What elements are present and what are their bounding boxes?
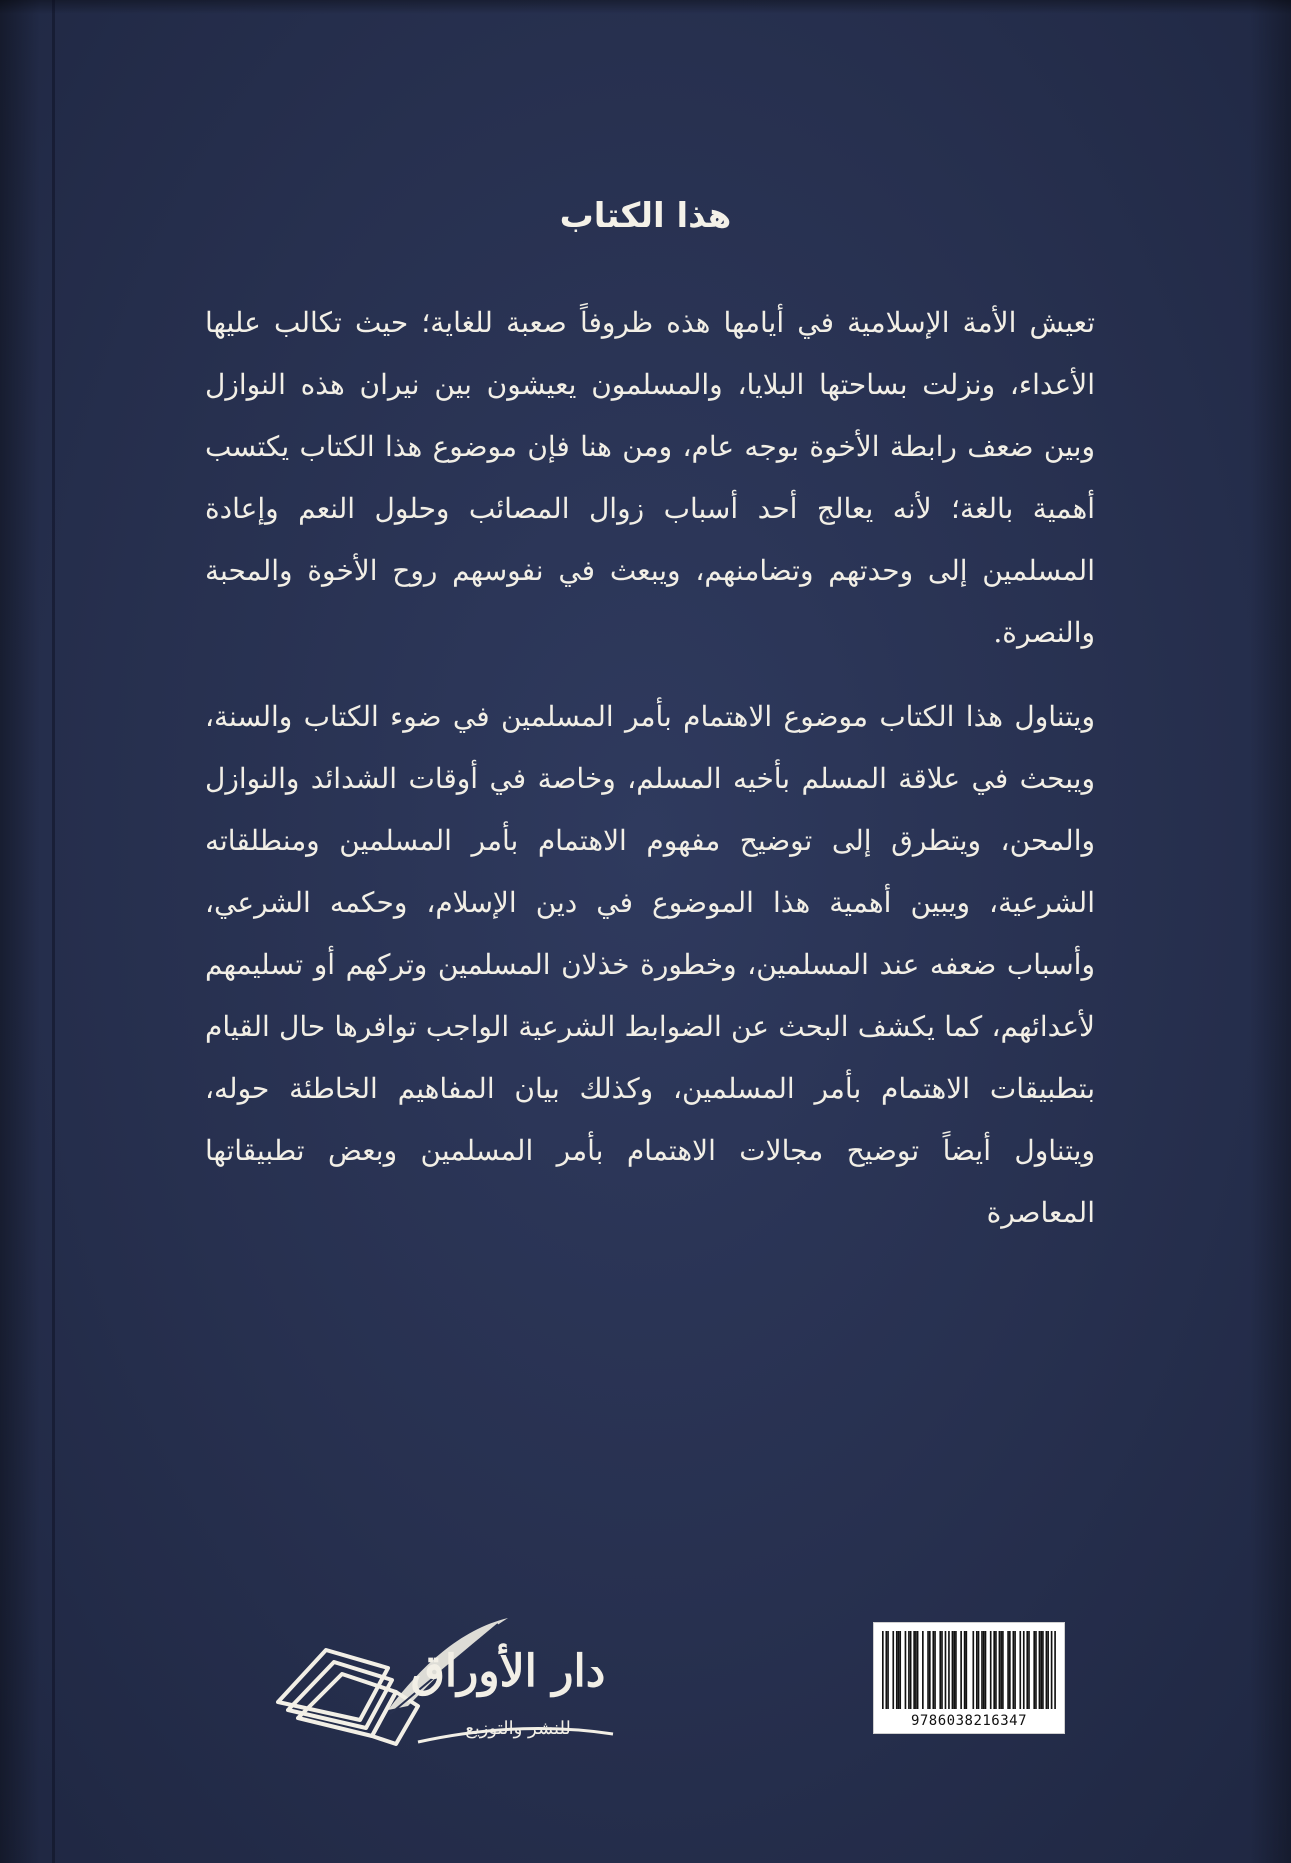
barcode-bar (976, 1631, 978, 1709)
barcode-bar (1042, 1631, 1044, 1709)
barcode-bar (952, 1631, 954, 1709)
barcode-bar (1002, 1631, 1004, 1709)
barcode-bar (964, 1631, 966, 1709)
barcode-bar (955, 1631, 957, 1709)
barcode-bar (1046, 1631, 1048, 1709)
barcode-bar (939, 1631, 941, 1709)
barcode-bar (932, 1631, 934, 1709)
barcode-bar (1035, 1631, 1037, 1709)
barcode-bar (1051, 1631, 1053, 1709)
barcode-bar (1009, 1631, 1011, 1709)
isbn-number: 9786038216347 (910, 1713, 1028, 1729)
barcode-bar (978, 1631, 980, 1709)
barcode-bar (927, 1631, 929, 1709)
barcode-bar (953, 1631, 955, 1709)
barcode-bar (993, 1631, 995, 1709)
barcode-bar (917, 1631, 919, 1709)
barcode-bar (1054, 1631, 1056, 1709)
barcode-bar (885, 1631, 887, 1709)
barcode-bar (910, 1631, 912, 1709)
barcode-bar (960, 1631, 962, 1709)
barcode-bar (990, 1631, 992, 1709)
barcode-bar (908, 1631, 910, 1709)
barcode-bar (934, 1631, 936, 1709)
publisher-name: دار الأوراق (410, 1646, 606, 1697)
publisher-tagline: للنشر والتوزيع (465, 1718, 571, 1739)
barcode-bar (896, 1631, 898, 1709)
barcode-bar (1028, 1631, 1030, 1709)
barcode-bar (1047, 1631, 1049, 1709)
barcode-bar (1023, 1631, 1025, 1709)
barcode-bar (929, 1631, 931, 1709)
barcode-bar (913, 1631, 915, 1709)
barcode-bar (1014, 1631, 1016, 1709)
barcode-bar (898, 1631, 900, 1709)
barcode-bar (941, 1631, 943, 1709)
barcode-bars (882, 1631, 1056, 1709)
barcode-bar (905, 1631, 907, 1709)
barcode-bar (899, 1631, 901, 1709)
barcode-bar (999, 1631, 1001, 1709)
publisher-logo (268, 1610, 618, 1760)
barcode-bar (981, 1631, 983, 1709)
barcode-bar (985, 1631, 987, 1709)
barcode-bar (983, 1631, 985, 1709)
barcode-bar (882, 1631, 884, 1709)
barcode-bar (1007, 1631, 1009, 1709)
barcode-bar (1033, 1631, 1035, 1709)
cover-title: هذا الكتاب (559, 196, 732, 236)
barcode-bar (1026, 1631, 1028, 1709)
barcode-bar (995, 1631, 997, 1709)
cover-top-edge (0, 0, 1291, 14)
spine-hinge-line (52, 0, 55, 1863)
blurb-text (205, 292, 1095, 1266)
blurb-paragraph-2: ويتناول هذا الكتاب موضوع الاهتمام بأمر المسلمين في ضوء الكتاب والسنة، ويبحث في علاقة المسلم بأخيه المسلم، وخاصة في أوقات الشدائد والنوازل والمحن، ويتطرق إلى توضيح مفهوم الاهتمام بأمر المسلمين ومنطلقاته الشرعية، ويبين أهمية هذا الموضوع في دين الإسلام، وحكمه الشرعي، وأسباب ضعفه عند المسلمين، وخطورة خذلان المسلمين وتركهم أو تسليمهم لأعدائهم، كما يكشف البحث عن الضوابط الشرعية الواجب توافرها حال القيام بتطبيقات الاهتمام بأمر المسلمين، وكذلك بيان المفاهيم الخاطئة حوله، ويتناول أيضاً توضيح مجالات الاهتمام بأمر المسلمين وبعض تطبيقاتها المعاصرة (205, 700, 1095, 1229)
barcode-bar (915, 1631, 917, 1709)
barcode-bar (966, 1631, 968, 1709)
barcode-bar (1019, 1631, 1021, 1709)
barcode-bar (1013, 1631, 1015, 1709)
barcode-bar (972, 1631, 974, 1709)
barcode-bar (892, 1631, 894, 1709)
barcode-bar (1040, 1631, 1042, 1709)
isbn-barcode (873, 1622, 1065, 1734)
barcode-bar (922, 1631, 924, 1709)
barcode-bar (945, 1631, 947, 1709)
blurb-paragraph-1: تعيش الأمة الإسلامية في أيامها هذه ظروفاً صعبة للغاية؛ حيث تكالب عليها الأعداء، ونزلت بساحتها البلايا، والمسلمون يعيشون بين نيران هذه النوازل وبين ضعف رابطة الأخوة بوجه عام، ومن هنا فإن موضوع هذا الكتاب يكتسب أهمية بالغة؛ لأنه يعالج أحد أسباب زوال المصائب وحلول النعم وإعادة المسلمين إلى وحدتهم وتضامنهم، ويبعث في نفوسهم روح الأخوة والمحبة والنصرة. (205, 306, 1095, 649)
barcode-bar (1000, 1631, 1002, 1709)
barcode-bar (887, 1631, 889, 1709)
barcode-bar (948, 1631, 950, 1709)
barcode-bar (1039, 1631, 1041, 1709)
